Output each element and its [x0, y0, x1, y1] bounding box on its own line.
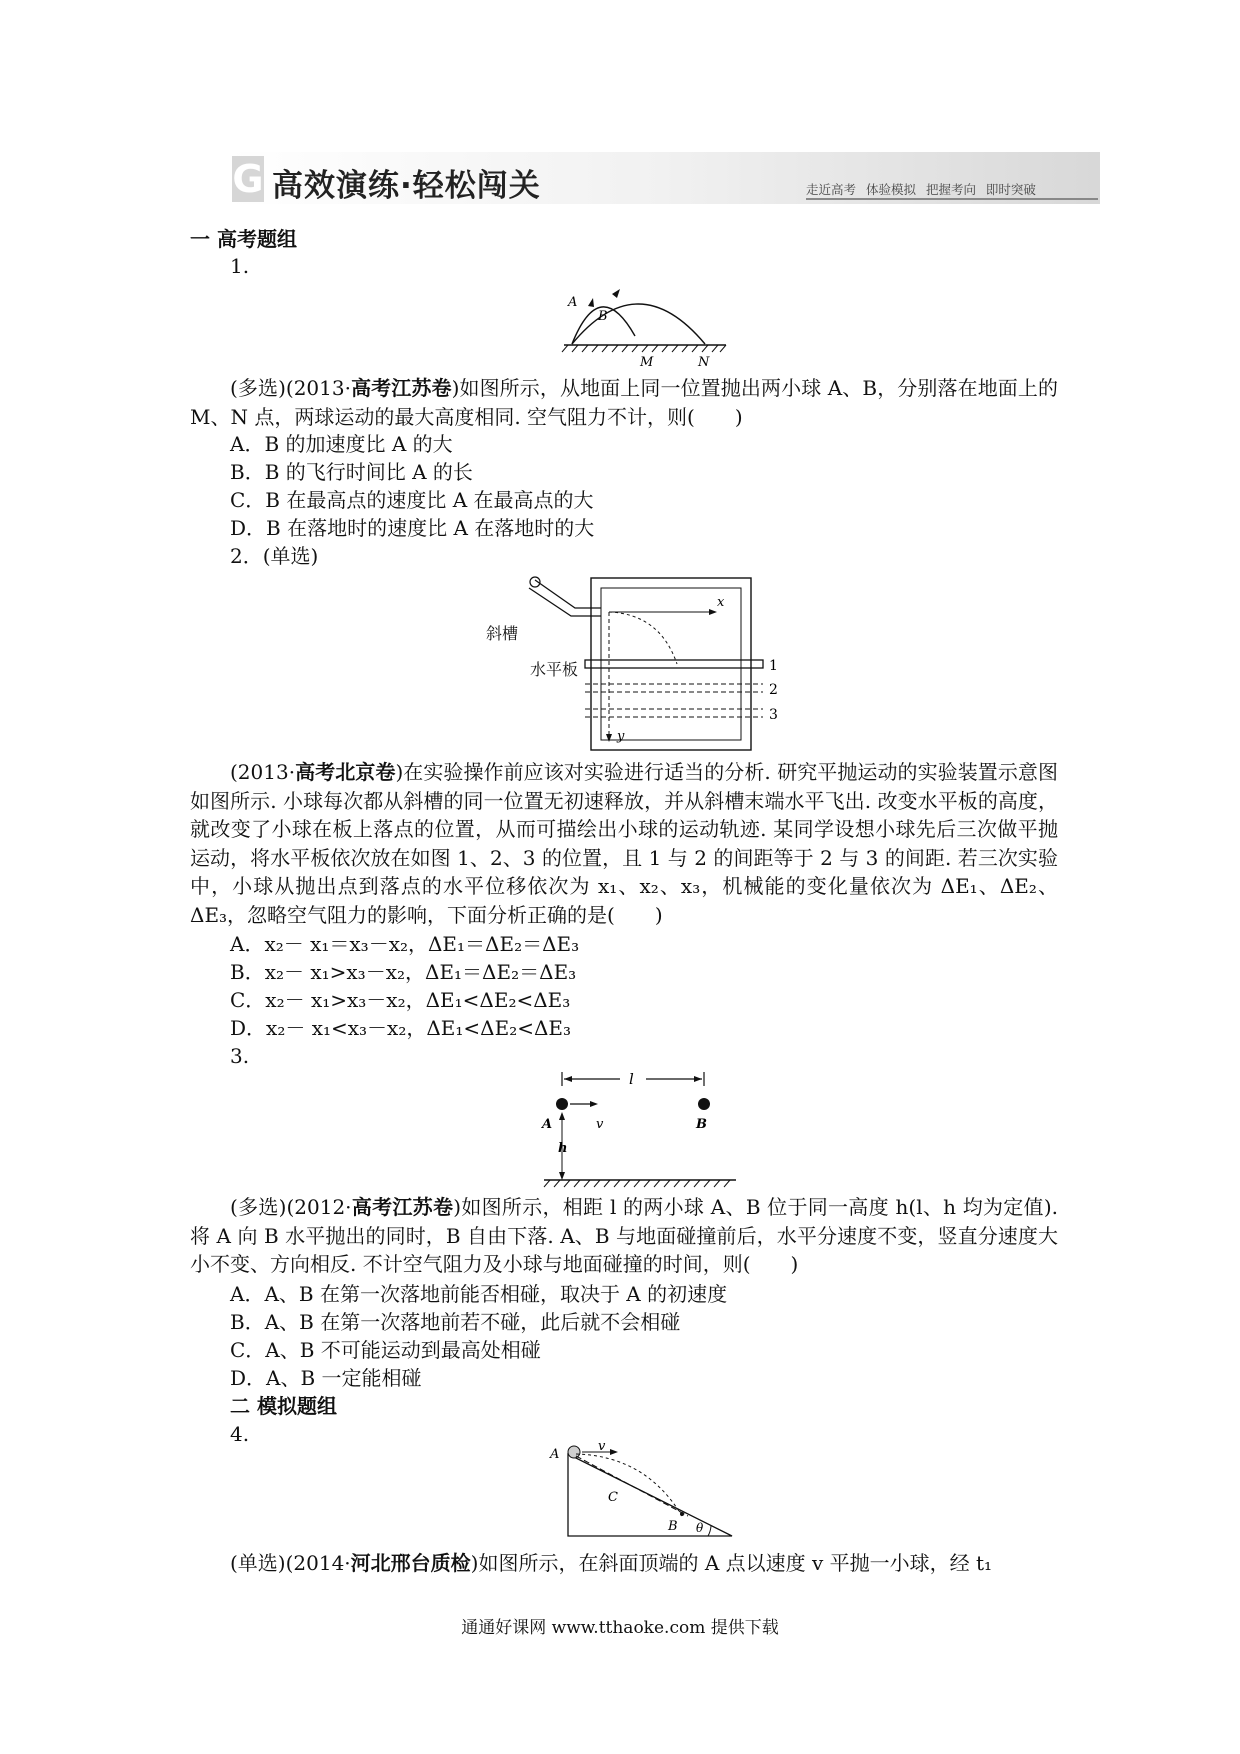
horizontal-board [585, 660, 763, 668]
question-1-number: 1. [230, 254, 250, 278]
label-2: 2 [769, 682, 778, 698]
question-1-source: 高考江苏卷 [350, 376, 452, 400]
question-1-text: )如图所示，从地面上同一位置抛出两小球 A、B，分别落在地面上的 M、N 点，两球运动的最大高度相同. 空气阻力不计，则( ) [190, 376, 1058, 429]
label-b: B [598, 309, 608, 324]
velocity-arrow-icon [590, 1101, 598, 1107]
label-a: A [542, 1117, 553, 1132]
label-b: B [696, 1117, 707, 1132]
question-1-option-d: D．B 在落地时的速度比 A 在落地时的大 [230, 516, 595, 540]
arrow-right-icon [694, 1076, 702, 1082]
label-l: l [629, 1070, 634, 1088]
question-2-prefix: (2013· [230, 760, 296, 784]
question-1-option-a: A．B 的加速度比 A 的大 [230, 432, 453, 456]
question-3-option-c: C．A、B 不可能运动到最高处相碰 [230, 1338, 541, 1362]
question-1-prefix: (多选)(2013· [230, 376, 351, 400]
question-3-stem [190, 1193, 1058, 1279]
label-chute: 斜槽 [486, 624, 519, 643]
label-x: x [717, 595, 725, 610]
trajectory-b [572, 304, 705, 344]
label-m: M [640, 355, 654, 370]
question-4-text: )如图所示，在斜面顶端的 A 点以速度 v 平抛一小球，经 t₁ [470, 1551, 993, 1575]
section-heading-gaokao: 一 高考题组 [190, 227, 297, 251]
label-a: A [550, 1447, 560, 1462]
header-rule [806, 198, 1098, 200]
velocity-arrow-icon [610, 1449, 618, 1455]
question-1-option-c: C．B 在最高点的速度比 A 在最高点的大 [230, 488, 594, 512]
ball-a-icon [556, 1098, 568, 1110]
question-3-option-a: A．A、B 在第一次落地前能否相碰，取决于 A 的初速度 [230, 1282, 728, 1306]
point-b-dot [680, 1512, 684, 1516]
question-4-stem [190, 1549, 1058, 1578]
header-logo: G [232, 157, 264, 201]
question-3-option-d: D．A、B 一定能相碰 [230, 1366, 422, 1390]
label-board: 水平板 [530, 660, 579, 679]
y-arrow-icon [606, 734, 612, 742]
question-4-number: 4. [230, 1422, 250, 1446]
question-4-source: 河北邢台质检 [350, 1551, 471, 1575]
question-2-option-c: C．x₂－ x₁>x₃－x₂，ΔE₁<ΔE₂<ΔE₃ [230, 988, 571, 1012]
question-4-figure [546, 1439, 736, 1540]
height-arrow-down-icon [559, 1172, 565, 1180]
board-frame [591, 578, 751, 750]
label-c: C [608, 1490, 618, 1505]
header-title: 高效演练·轻松闯关 [272, 168, 541, 204]
arrow-b-icon [612, 289, 620, 298]
label-y: y [617, 729, 625, 744]
question-2-option-b: B．x₂－ x₁>x₃－x₂，ΔE₁＝ΔE₂＝ΔE₃ [230, 960, 577, 984]
label-a: A [568, 295, 578, 310]
question-3-source: 高考江苏卷 [351, 1195, 454, 1219]
question-3-text: )如图所示，相距 l 的两小球 A、B 位于同一高度 h(l、h 均为定值). 将 A 向 B 水平抛出的同时，B 自由下落. A、B 与地面碰撞前后，水平分速度不变，竖直分速度大小不变、方向相反. 不计空气阻力及小球与地面碰撞的时间，则( ) [190, 1195, 1059, 1276]
question-2-stem [190, 758, 1058, 929]
incline-line [576, 1456, 688, 1516]
label-1: 1 [769, 658, 778, 674]
page-footer: 通通好课网 www.tthaoke.com 提供下载 [461, 1618, 779, 1638]
question-3-figure [540, 1070, 740, 1190]
label-h: h [558, 1141, 568, 1156]
incline-triangle [568, 1454, 732, 1536]
question-2-number: 2．(单选) [230, 544, 319, 568]
label-b: B [668, 1519, 678, 1534]
question-1-figure [560, 284, 730, 370]
question-3-number: 3. [230, 1044, 250, 1068]
section-heading-moni: 二 模拟题组 [230, 1394, 337, 1418]
trajectory-dashed [609, 612, 677, 664]
angle-arc [708, 1526, 711, 1536]
question-2-option-d: D．x₂－ x₁<x₃－x₂，ΔE₁<ΔE₂<ΔE₃ [230, 1016, 572, 1040]
label-3: 3 [769, 707, 778, 723]
label-n: N [698, 355, 710, 370]
header-tagline: 走近高考 体验模拟 把握考向 即时突破 [806, 182, 1036, 197]
ball-b-icon [698, 1098, 710, 1110]
label-theta: θ [696, 1521, 704, 1535]
question-4-prefix: (单选)(2014· [230, 1551, 351, 1575]
ball-icon [568, 1446, 580, 1458]
height-arrow-up-icon [559, 1112, 565, 1120]
question-2-text: )在实验操作前应该对实验进行适当的分析. 研究平抛运动的实验装置示意图如图所示. 小球每次都从斜槽的同一位置无初速释放，并从斜槽末端水平飞出. 改变水平板的高度，就改变了小球在板上落点的位置，从而可描绘出小球的运动轨迹. 某同学设想小球先后三次做平抛运动，将水平板依次放在如图 1、2、3 的位置，且 1 与 2 的间距等于 2 与 3 的间距. 若三次实验中，小球从抛出点到落点的水平位移依次为 x₁、x₂、x₃，机械能的变化量依次为 ΔE₁、ΔE₂、ΔE₃，忽略空气阻力的影响，下面分析正确的是( ) [190, 760, 1058, 927]
label-v: v [596, 1117, 604, 1132]
arrow-a-icon [588, 298, 594, 307]
question-1-stem [190, 374, 1058, 431]
label-v: v [598, 1439, 606, 1454]
chute-shape [529, 580, 601, 616]
question-3-option-b: B．A、B 在第一次落地前若不碰，此后就不会相碰 [230, 1310, 681, 1334]
question-3-prefix: (多选)(2012· [230, 1195, 352, 1219]
question-1-option-b: B．B 的飞行时间比 A 的长 [230, 460, 473, 484]
question-2-source: 高考北京卷 [295, 760, 396, 784]
question-2-option-a: A．x₂－ x₁＝x₃－x₂，ΔE₁＝ΔE₂＝ΔE₃ [230, 932, 580, 956]
arrow-left-icon [564, 1076, 572, 1082]
x-arrow-icon [709, 609, 717, 615]
